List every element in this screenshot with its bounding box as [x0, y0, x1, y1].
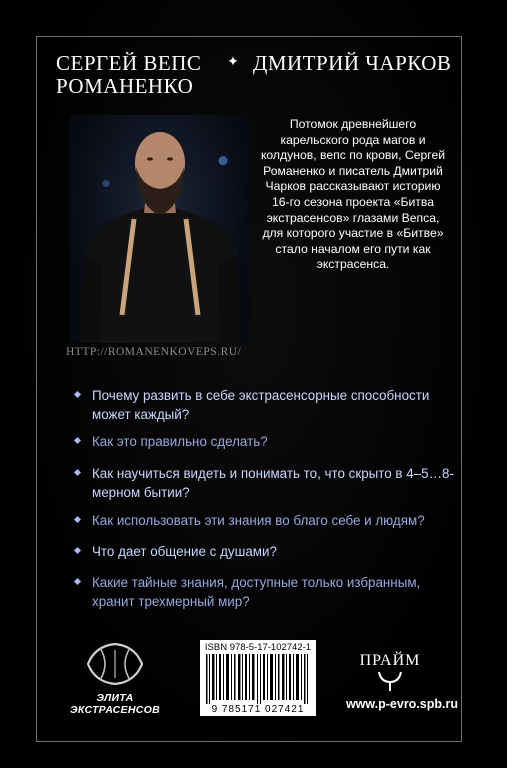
barcode	[200, 640, 316, 716]
diamond-bullet-icon	[74, 469, 82, 477]
questions-list	[68, 386, 458, 611]
question-text: Почему развить в себе экстрасенсорные способности может каждый?	[92, 388, 430, 422]
diamond-bullet-icon	[74, 437, 82, 445]
diamond-bullet-icon	[74, 391, 82, 399]
diamond-bullet-icon	[74, 516, 82, 524]
star-separator-icon: ✦	[227, 53, 239, 69]
author-website-link[interactable]: HTTP://ROMANENKOVEPS.RU/	[66, 346, 242, 358]
question-text: Как использовать эти знания во благо себе и людям?	[92, 513, 425, 528]
list-item	[68, 573, 458, 611]
publisher-logo	[330, 652, 450, 697]
author-sergey	[56, 52, 216, 98]
list-item	[68, 464, 458, 502]
author-dmitry: ДМИТРИЙ ЧАРКОВ	[253, 51, 452, 75]
barcode-digits: 9 785171 027421	[211, 704, 305, 715]
barcode-bars-icon	[202, 654, 314, 704]
author-sergey-line1: СЕРГЕЙ ВЕПС	[56, 51, 202, 75]
question-text: Что дает общение с душами?	[92, 544, 277, 559]
publisher-name: ПРАЙМ	[359, 652, 421, 669]
publisher-emblem-icon	[375, 670, 405, 692]
list-item	[68, 432, 458, 451]
series-label-line1: ЭЛИТА	[96, 692, 134, 704]
diamond-bullet-icon	[74, 578, 82, 586]
publisher-website-link[interactable]: www.p-evro.spb.ru	[345, 697, 458, 711]
author-sergey-line2: РОМАНЕНКО	[56, 74, 194, 98]
question-text: Как это правильно сделать?	[92, 434, 268, 449]
series-label-line2: ЭКСТРАСЕНСОВ	[70, 704, 160, 716]
series-emblem	[70, 640, 160, 720]
diamond-bullet-icon	[74, 547, 82, 555]
author-photo	[70, 115, 250, 343]
isbn-text: ISBN 978-5-17-102742-1	[204, 642, 312, 653]
series-logo-icon	[70, 640, 160, 688]
list-item	[68, 511, 458, 530]
question-text: Какие тайные знания, доступные только избранным, хранит трехмерный мир?	[92, 575, 421, 609]
book-description: Потомок древнейшего карельского рода магов и колдунов, вепс по крови, Сергей Романенко и писатель Дмитрий Чарков рассказывают историю 16-го сезона проекта «Битва экстрасенсов» глазами Вепса, для которого участие в «Битве» стало началом его пути как экстрасенса.	[260, 117, 446, 272]
list-item	[68, 386, 458, 424]
question-text: Как научиться видеть и понимать то, что скрыто в 4–5…8-мерном бытии?	[92, 466, 454, 500]
list-item	[68, 542, 458, 561]
author-photo-figure	[70, 115, 250, 343]
